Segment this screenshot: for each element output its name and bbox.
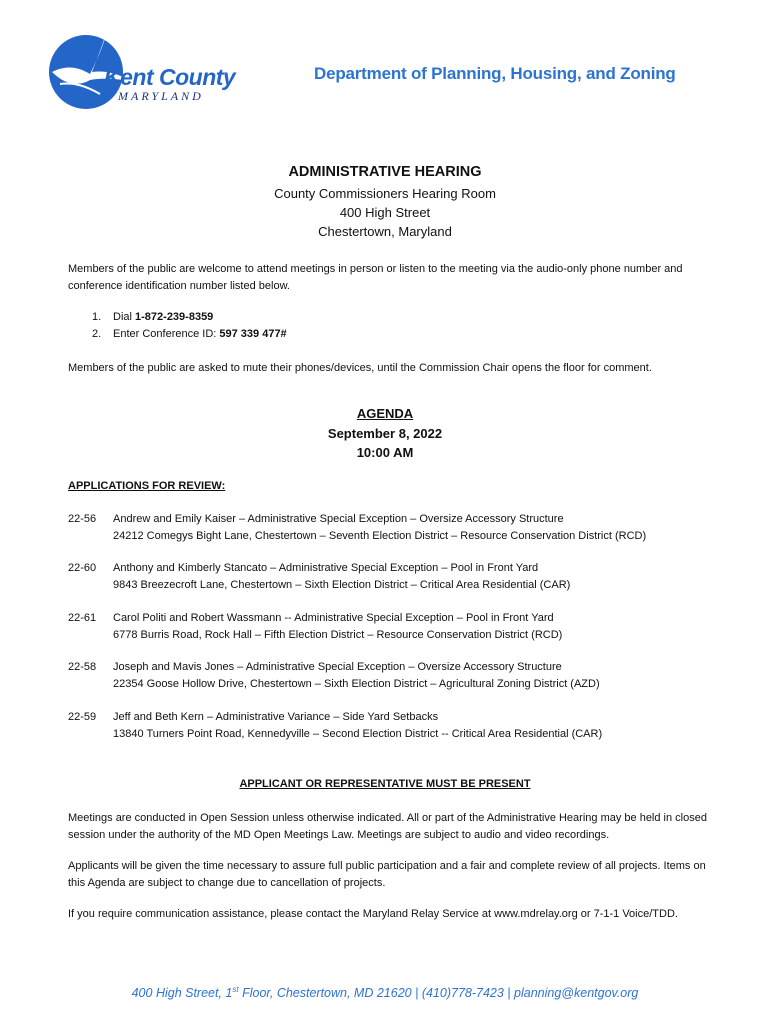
application-location: 22354 Goose Hollow Drive, Chestertown – Sixth Election District – Agricultural Zoning District (AZD) <box>113 678 600 690</box>
footer-separator: | <box>411 986 422 1001</box>
footer-separator: | <box>503 986 515 1001</box>
application-location: 9843 Breezecroft Lane, Chestertown – Sixth Election District – Critical Area Residential (CAR) <box>113 579 571 591</box>
dial-step <box>92 311 213 323</box>
conference-id-step <box>92 328 287 340</box>
applications-heading <box>68 480 225 492</box>
step-number: 2. <box>92 328 102 340</box>
participation-note: Applicants will be given the time necessary to assure full public participation and a fair and complete review of all projects. Items on this Agenda are subject to change due to cancellation of projects. <box>68 860 706 889</box>
mute-note: Members of the public are asked to mute their phones/devices, until the Commission Chair opens the floor for comment. <box>68 362 652 374</box>
agenda-time: 10:00 AM <box>356 445 414 460</box>
application-location: 13840 Turners Point Road, Kennedyville – Second Election District -- Critical Area Residential (CAR) <box>113 728 603 740</box>
conference-id: 597 339 477# <box>219 328 287 340</box>
logo-county-name: Kent County <box>104 64 236 90</box>
kent-county-logo <box>46 24 236 112</box>
application-title: Andrew and Emily Kaiser – Administrative Special Exception – Oversize Accessory Structure <box>113 513 564 525</box>
application-number: 22-59 <box>68 711 97 723</box>
footer-email-link[interactable]: planning@kentgov.org <box>514 986 639 1001</box>
relay-service-note: If you require communication assistance, please contact the Maryland Relay Service at www.mdrelay.org or 7-1-1 Voice/TDD. <box>68 908 678 920</box>
application-title: Jeff and Beth Kern – Administrative Variance – Side Yard Setbacks <box>113 711 439 723</box>
application-location: 24212 Comegys Bight Lane, Chestertown – Seventh Election District – Resource Conservation District (RCD) <box>113 530 647 542</box>
application-number: 22-56 <box>68 513 97 525</box>
application-title: Anthony and Kimberly Stancato – Administrative Special Exception – Pool in Front Yard <box>113 562 539 574</box>
phone-number: 1-872-239-8359 <box>135 311 214 323</box>
hearing-title: ADMINISTRATIVE HEARING <box>288 164 482 180</box>
applications-heading-text: APPLICATIONS FOR REVIEW <box>68 480 222 492</box>
footer-contact <box>0 985 770 1000</box>
hearing-street: 400 High Street <box>339 205 431 220</box>
intro-paragraph: Members of the public are welcome to attend meetings in person or listen to the meeting via the audio-only phone number and conference identification number listed below. <box>68 263 683 292</box>
application-location: 6778 Burris Road, Rock Hall – Fifth Election District – Resource Conservation District (RCD) <box>113 629 563 641</box>
step-label: Dial <box>113 311 136 323</box>
agenda-heading: AGENDA <box>356 406 414 421</box>
step-number: 1. <box>92 311 102 323</box>
step-label: Enter Conference ID: <box>113 328 220 340</box>
application-title: Joseph and Mavis Jones – Administrative Special Exception – Oversize Accessory Structure <box>113 661 562 673</box>
open-session-note: Meetings are conducted in Open Session unless otherwise indicated. All or part of the Administrative Hearing may be held in closed session under the authority of the MD Open Meetings Law. Meetings are subject to audio and video recordings. <box>68 812 707 841</box>
application-number: 22-60 <box>68 562 97 574</box>
agenda-date: September 8, 2022 <box>327 426 443 441</box>
footer-phone: (410)778-7423 <box>421 986 504 1001</box>
applications-heading-colon: : <box>221 480 226 492</box>
application-number: 22-58 <box>68 661 97 673</box>
must-be-present-notice: APPLICANT OR REPRESENTATIVE MUST BE PRESENT <box>239 778 531 790</box>
footer-address-end: Floor, Chestertown, MD 21620 <box>238 986 412 1001</box>
hearing-room: County Commissioners Hearing Room <box>274 186 496 201</box>
hearing-city: Chestertown, Maryland <box>318 224 452 239</box>
footer-address-sup: st <box>232 985 239 994</box>
application-number: 22-61 <box>68 612 97 624</box>
footer-address-start: 400 High Street, 1 <box>131 986 233 1001</box>
application-title: Carol Politi and Robert Wassmann -- Administrative Special Exception – Pool in Front Yard <box>113 612 554 624</box>
department-title: Department of Planning, Housing, and Zoning <box>314 64 676 83</box>
logo-state-name: MARYLAND <box>118 89 204 103</box>
